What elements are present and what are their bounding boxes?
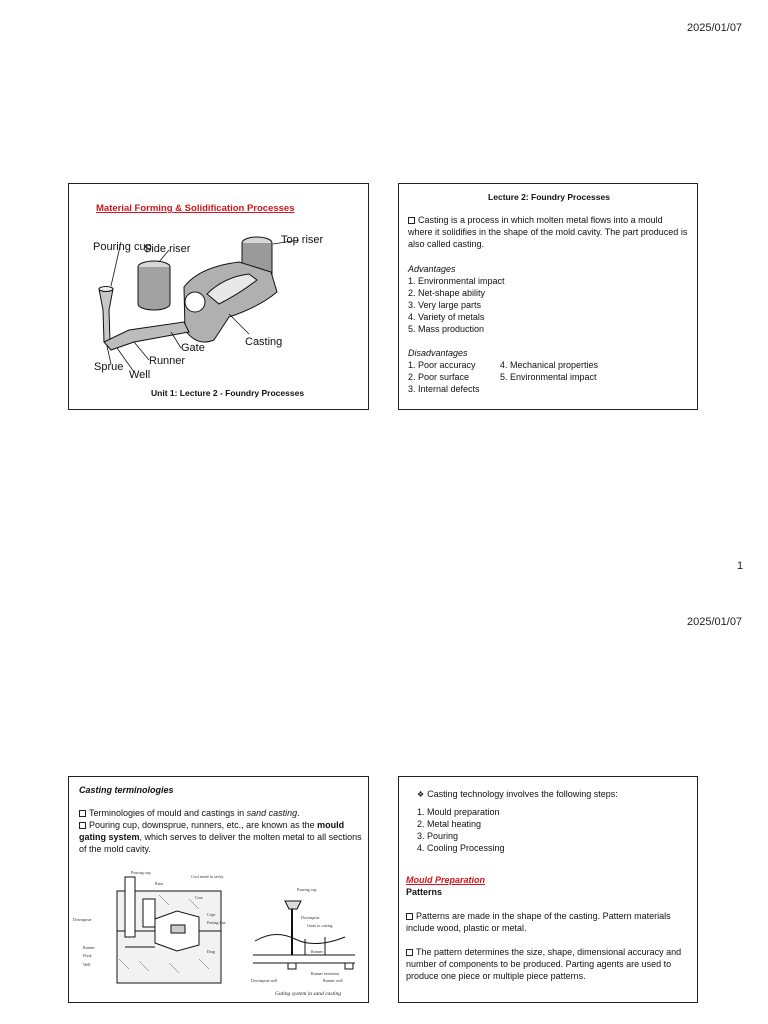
disadvantages-heading: Disadvantages [408, 348, 468, 358]
list-item: 1. Mould preparation [417, 807, 500, 817]
list-item: 3. Pouring [417, 831, 459, 841]
list-item: 2. Net-shape ability [408, 288, 486, 298]
diamond-bullet-icon: ❖ [417, 790, 425, 799]
disadvantages-list-right [500, 359, 598, 383]
fig-label-runner: Runner [83, 945, 95, 950]
patterns-paragraph-2 [406, 946, 691, 982]
slide3-bullet1-em: sand casting [246, 808, 298, 818]
casting-steps-list [417, 806, 505, 854]
slide-material-forming [68, 183, 369, 410]
slide1-title: Material Forming & Solidification Processes [96, 203, 295, 214]
fig-label-downsprue-well: Downsprue well [251, 978, 278, 983]
list-item: 4. Cooling Processing [417, 843, 505, 853]
label-casting: Casting [245, 336, 283, 348]
patterns-paragraph-2-text: The pattern determines the size, shape, dimensional accuracy and number of components to be produced. Parting agents are used to produce one piece or multiple piece patterns. [406, 947, 682, 981]
list-item: 5. Mass production [408, 324, 485, 334]
label-pouring-cup: Pouring cup [93, 241, 152, 253]
mould-cross-section-figure [69, 869, 239, 999]
list-item: 2. Poor surface [408, 372, 470, 382]
fig-label-cool-metal: Cool metal in cavity [191, 874, 224, 879]
fig-label-pouring-cup: Pouring cup [131, 870, 151, 875]
fig-label-flask: Flask [83, 953, 92, 958]
fig-label-runner-2: Runner [311, 949, 323, 954]
slide2-intro-text: Casting is a process in which molten metal flows into a mould where it solidifies in the shape of the mold cavity. The part produced is also called casting. [408, 215, 688, 249]
fig-label-downsprue: Downsprue [73, 917, 92, 922]
label-top-riser: Top riser [281, 234, 324, 246]
checkbox-bullet-icon [408, 217, 415, 224]
slide-lecture2 [398, 183, 698, 410]
fig-label-pouring-cup-2: Pouring cup [297, 887, 317, 892]
slide3-bullet2-text: Pouring cup, downsprue, runners, etc., are known as the [89, 820, 318, 830]
advantages-heading: Advantages [408, 264, 456, 274]
page2-date: 2025/01/07 [687, 616, 743, 628]
list-item: 5. Environmental impact [500, 372, 597, 382]
slide3-bullet2-strong: mould gating system [79, 820, 345, 842]
fig-label-riser: Riser [155, 881, 164, 886]
checkbox-bullet-icon [79, 810, 86, 817]
list-item: 2. Metal heating [417, 819, 482, 829]
slide-casting-terminologies [68, 776, 369, 1003]
gating-system-figure [245, 879, 367, 1001]
slide2-intro [408, 214, 688, 250]
slide3-bullet1-text: Terminologies of mould and castings in [89, 808, 247, 818]
slide1-caption: Unit 1: Lecture 2 - Foundry Processes [151, 388, 305, 398]
fig-caption-gating: Gating system in sand casting [275, 991, 341, 997]
label-side-riser: Side riser [144, 243, 191, 255]
checkbox-bullet-icon [406, 949, 413, 956]
fig-label-runner-extension: Runner extension [311, 971, 340, 976]
slide3-bullet1-end: . [297, 808, 300, 818]
slide3-title: Casting terminologies [79, 785, 174, 795]
label-gate: Gate [181, 342, 205, 354]
fig-label-downsprue-2: Downsprue [301, 915, 320, 920]
disadvantages-list-left [408, 359, 480, 395]
list-item: 4. Variety of metals [408, 312, 485, 322]
label-well: Well [129, 369, 151, 381]
fig-label-drag: Drag [207, 949, 215, 954]
list-item: 3. Internal defects [408, 384, 480, 394]
list-item: 3. Very large parts [408, 300, 482, 310]
patterns-paragraph-1-text: Patterns are made in the shape of the casting. Pattern materials include wood, plastic or metal. [406, 911, 671, 933]
slide4-intro [417, 788, 618, 801]
label-runner: Runner [149, 355, 186, 367]
page1-date: 2025/01/07 [687, 22, 743, 34]
fig-label-cope: Cope [207, 912, 216, 917]
gating-system-diagram [89, 222, 349, 382]
advantages-list [408, 275, 505, 335]
fig-label-core: Core [195, 895, 203, 900]
slide3-bullet1 [79, 807, 362, 819]
fig-label-gates: Gates to casting [307, 923, 333, 928]
page-number: 1 [737, 560, 744, 572]
checkbox-bullet-icon [406, 913, 413, 920]
slide4-intro-text: Casting technology involves the following steps: [427, 789, 618, 799]
fig-label-parting-line: Parting line [207, 920, 226, 925]
patterns-paragraph-1 [406, 910, 691, 934]
fig-label-well: Well [83, 962, 91, 967]
mould-preparation-title: Mould Preparation [406, 875, 486, 885]
list-item: 1. Environmental impact [408, 276, 505, 286]
list-item: 1. Poor accuracy [408, 360, 476, 370]
checkbox-bullet-icon [79, 822, 86, 829]
slide3-bullet2-end: , which serves to deliver the molten metal to all sections of the mold cavity. [79, 832, 362, 854]
fig-label-runner-well: Runner well [323, 978, 343, 983]
list-item: 4. Mechanical properties [500, 360, 599, 370]
patterns-subheading: Patterns [406, 887, 443, 897]
slide3-bullet2 [79, 819, 362, 855]
slide-casting-steps [398, 776, 698, 1003]
label-sprue: Sprue [94, 361, 124, 373]
slide2-title: Lecture 2: Foundry Processes [488, 192, 610, 202]
